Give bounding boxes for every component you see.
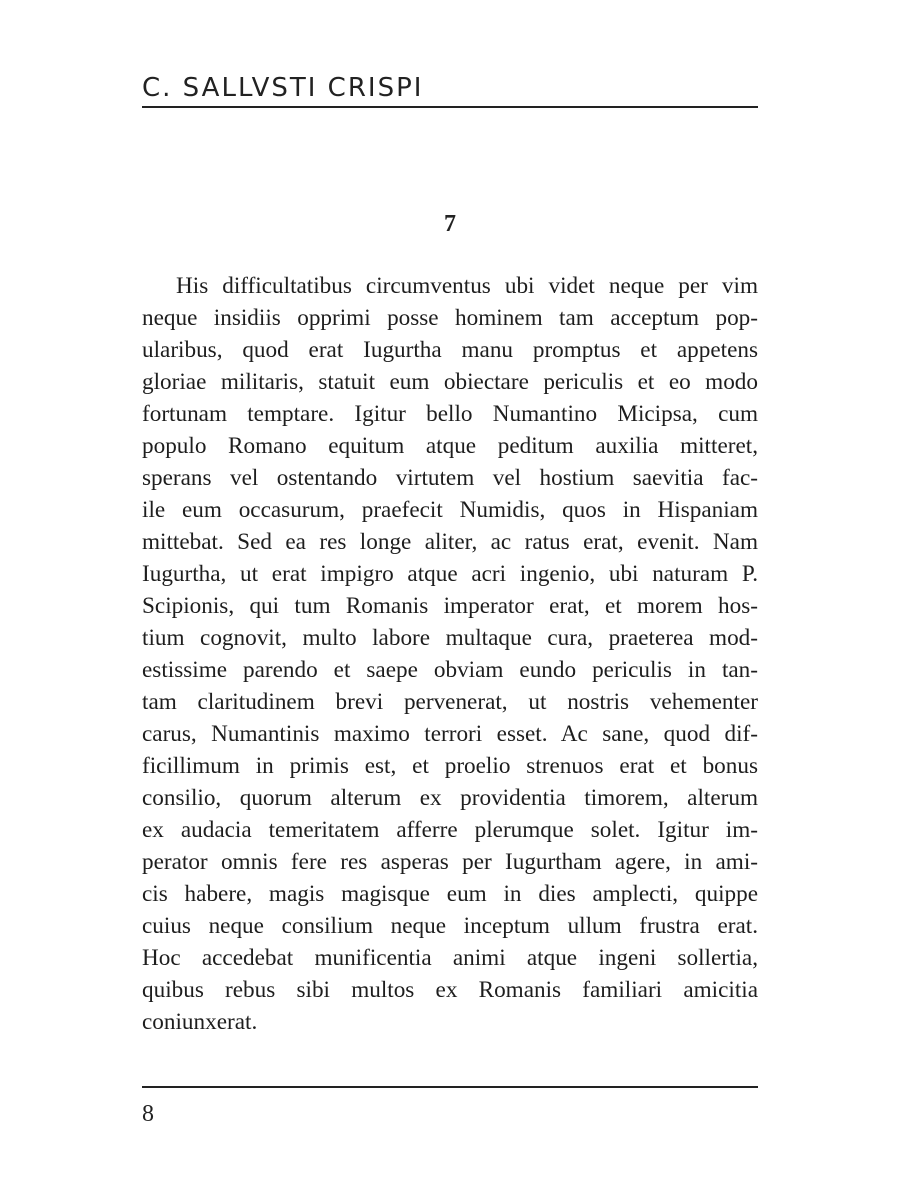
text-line: ficillimum in primis est, et proelio strenuos erat et bonus bbox=[142, 753, 758, 779]
text-line: consilio, quorum alterum ex providentia timorem, alterum bbox=[142, 785, 758, 811]
text-line: ile eum occasurum, praefecit Numidis, quos in Hispaniam bbox=[142, 497, 758, 523]
text-line: neque insidiis opprimi posse hominem tam acceptum pop- bbox=[142, 305, 758, 331]
text-line: carus, Numantinis maximo terrori esset. Ac sane, quod dif- bbox=[142, 721, 758, 747]
text-line: ularibus, quod erat Iugurtha manu promptus et appetens bbox=[142, 337, 758, 363]
text-line: quibus rebus sibi multos ex Romanis familiari amicitia bbox=[142, 977, 758, 1003]
text-line: ex audacia temeritatem afferre plerumque solet. Igitur im- bbox=[142, 817, 758, 843]
text-line: cuius neque consilium neque inceptum ullum frustra erat. bbox=[142, 913, 758, 939]
text-line: cis habere, magis magisque eum in dies amplecti, quippe bbox=[142, 881, 758, 907]
header-rule bbox=[142, 106, 758, 108]
text-line: gloriae militaris, statuit eum obiectare periculis et eo modo bbox=[142, 369, 758, 395]
running-head: C. SALLVSTI CRISPI bbox=[142, 73, 424, 103]
text-line: populo Romano equitum atque peditum auxilia mitteret, bbox=[142, 433, 758, 459]
footer-rule bbox=[142, 1086, 758, 1088]
text-line: Scipionis, qui tum Romanis imperator erat, et morem hos- bbox=[142, 593, 758, 619]
text-line: fortunam temptare. Igitur bello Numantino Micipsa, cum bbox=[142, 401, 758, 427]
text-line: sperans vel ostentando virtutem vel hostium saevitia fac- bbox=[142, 465, 758, 491]
chapter-number: 7 bbox=[444, 211, 456, 237]
text-line: perator omnis fere res asperas per Iugurtham agere, in ami- bbox=[142, 849, 758, 875]
text-line: His difficultatibus circumventus ubi videt neque per vim bbox=[176, 273, 758, 299]
text-line: mittebat. Sed ea res longe aliter, ac ratus erat, evenit. Nam bbox=[142, 529, 758, 555]
text-line: tium cognovit, multo labore multaque cura, praeterea mod- bbox=[142, 625, 758, 651]
text-line: Hoc accedebat munificentia animi atque ingeni sollertia, bbox=[142, 945, 758, 971]
text-line: coniunxerat. bbox=[142, 1009, 258, 1035]
text-line: estissime parendo et saepe obviam eundo periculis in tan- bbox=[142, 657, 758, 683]
text-line: Iugurtha, ut erat impigro atque acri ingenio, ubi naturam P. bbox=[142, 561, 758, 587]
chapter-body bbox=[142, 270, 758, 1038]
text-line: tam claritudinem brevi pervenerat, ut nostris vehementer bbox=[142, 689, 758, 715]
page-number: 8 bbox=[142, 1101, 154, 1127]
